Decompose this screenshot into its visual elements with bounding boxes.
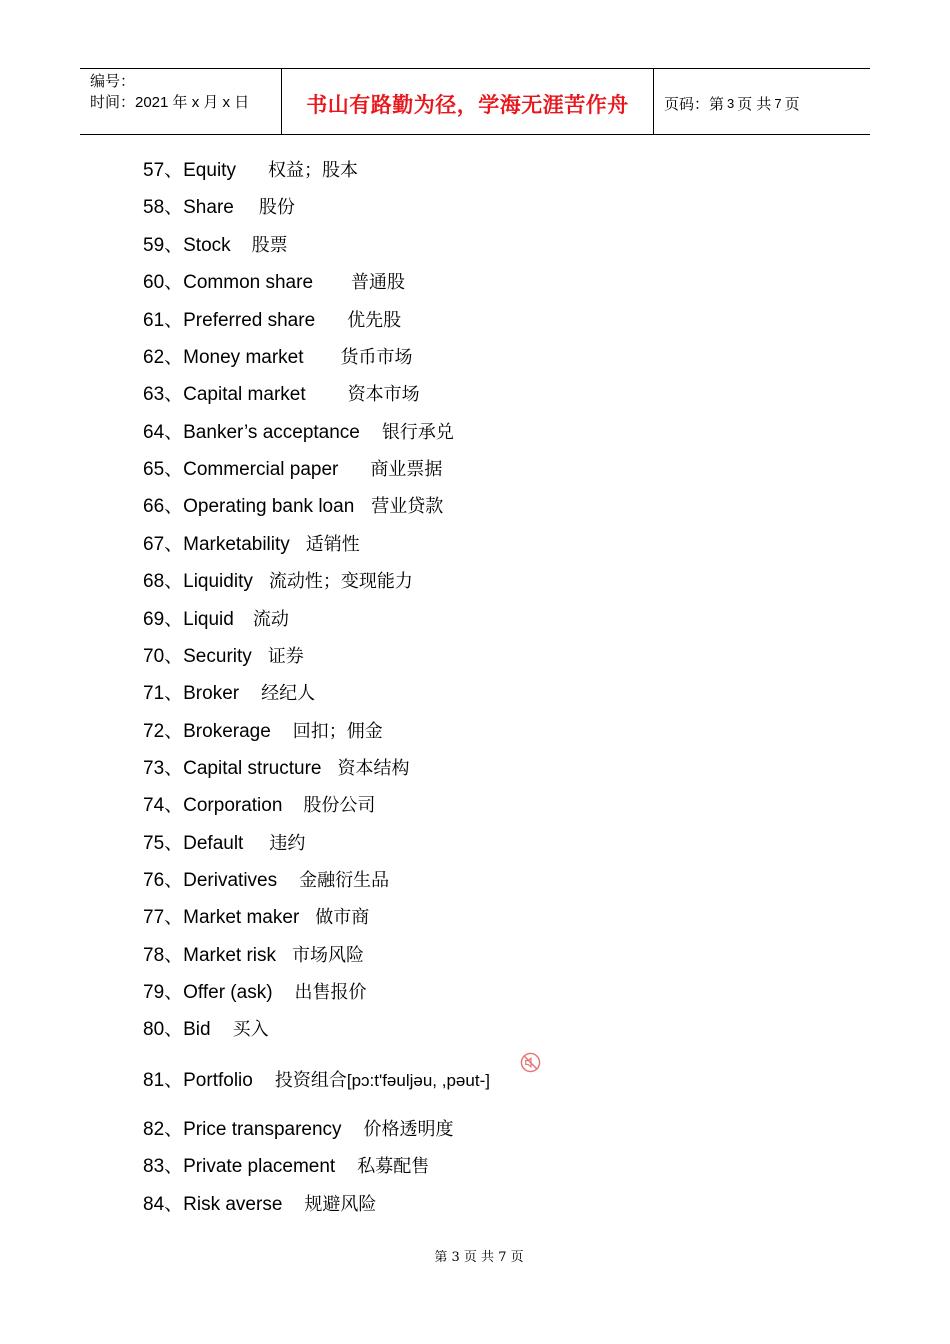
vocab-term: 57、Equity: [143, 160, 236, 181]
vocab-phonetic: [pɔ:t'fəuljəu, ,pəut-]: [346, 1071, 490, 1090]
vocab-term: 60、Common share: [143, 272, 314, 293]
vocab-term: 82、Price transparency: [143, 1119, 342, 1140]
vocab-entry: [143, 681, 315, 707]
vocab-translation: 股份: [258, 197, 295, 218]
vocab-translation: 资本结构: [337, 758, 410, 779]
page-mid: 页 共: [737, 95, 772, 113]
vocab-translation: 做市商: [315, 907, 370, 928]
header-page-info: [654, 69, 870, 134]
vocab-term: 68、Liquidity: [143, 571, 253, 592]
page-prefix: 页码：第: [664, 95, 725, 113]
vocab-entry: [143, 270, 405, 296]
vocab-entry: [143, 1068, 490, 1094]
vocab-entry: [143, 607, 289, 633]
vocab-translation: 银行承兑: [381, 422, 454, 443]
vocab-translation: 流动性；变现能力: [268, 571, 413, 592]
vocab-translation: 流动: [252, 609, 289, 630]
vocab-entry: [143, 1154, 429, 1180]
vocab-entry: [143, 719, 383, 745]
vocab-translation: 私募配售: [357, 1156, 430, 1177]
vocab-entry: [143, 494, 443, 520]
vocab-term: 74、Corporation: [143, 795, 283, 816]
vocab-term: 79、Offer (ask): [143, 982, 273, 1003]
vocab-translation: 经纪人: [261, 683, 316, 704]
vocab-entry: [143, 1017, 269, 1043]
vocab-term: 65、Commercial paper: [143, 459, 339, 480]
vocab-translation: 股票: [251, 235, 288, 256]
vocab-term: 71、Broker: [143, 683, 240, 704]
vocab-entry: [143, 195, 295, 221]
vocab-entry: [143, 1192, 376, 1218]
vocab-entry: [143, 420, 454, 446]
vocab-term: 78、Market risk: [143, 945, 277, 966]
vocab-term: 81、Portfolio: [143, 1070, 253, 1091]
vocab-term: 83、Private placement: [143, 1156, 336, 1177]
vocab-term: 61、Preferred share: [143, 310, 316, 331]
vocab-translation: 规避风险: [304, 1194, 377, 1215]
vocab-entry: [143, 233, 288, 259]
speaker-muted-icon[interactable]: [520, 1052, 541, 1073]
vocab-entry: [143, 569, 413, 595]
page-header: [80, 68, 870, 135]
vocab-translation: 权益；股本: [267, 160, 358, 181]
vocab-term: 70、Security: [143, 646, 252, 667]
header-meta: [80, 69, 282, 134]
vocab-term: 73、Capital structure: [143, 758, 322, 779]
vocab-entry: [143, 308, 401, 334]
header-motto-cell: [282, 69, 654, 134]
vocab-entry: [143, 382, 420, 408]
vocab-translation: 金融衍生品: [299, 870, 390, 891]
vocab-translation: 普通股: [351, 272, 406, 293]
vocab-entry: [143, 1117, 454, 1143]
vocab-entry: [143, 943, 364, 969]
vocab-term: 69、Liquid: [143, 609, 234, 630]
vocab-translation: 证券: [267, 646, 304, 667]
vocab-term: 59、Stock: [143, 235, 231, 256]
vocab-term: 80、Bid: [143, 1019, 211, 1040]
vocab-translation: 违约: [269, 833, 306, 854]
vocab-translation: 价格透明度: [363, 1119, 454, 1140]
vocab-term: 67、Marketability: [143, 534, 290, 555]
vocab-entry: [143, 345, 413, 371]
vocab-term: 75、Default: [143, 833, 244, 854]
vocab-entry: [143, 158, 358, 184]
vocab-entry: [143, 868, 389, 894]
page-footer: 第 3 页 共 7 页: [434, 1250, 524, 1265]
vocab-term: 64、Banker’s acceptance: [143, 422, 360, 443]
vocab-entry: [143, 831, 305, 857]
vocab-translation: 货币市场: [340, 347, 413, 368]
vocab-translation: 资本市场: [347, 384, 420, 405]
number-label: 编号：: [90, 73, 136, 90]
time-label: 时间：2021 年 x 月 x 日: [90, 94, 250, 111]
vocab-translation: 出售报价: [294, 982, 367, 1003]
vocab-term: 76、Derivatives: [143, 870, 278, 891]
vocab-term: 77、Market maker: [143, 907, 300, 928]
vocab-translation: 商业票据: [370, 459, 443, 480]
vocab-entry: [143, 644, 304, 670]
motto-text: 书山有路勤为径，学海无涯苦作舟: [306, 92, 629, 117]
vocab-entry: [143, 457, 442, 483]
vocab-term: 58、Share: [143, 197, 234, 218]
vocab-translation: 股份公司: [303, 795, 376, 816]
vocab-entry: [143, 532, 360, 558]
vocab-term: 66、Operating bank loan: [143, 496, 355, 517]
vocab-entry: [143, 756, 409, 782]
vocab-translation: 买入: [232, 1019, 269, 1040]
vocab-term: 63、Capital market: [143, 384, 306, 405]
vocab-term: 62、Money market: [143, 347, 304, 368]
vocab-translation: 营业贷款: [371, 496, 444, 517]
vocab-entry: [143, 905, 369, 931]
vocab-translation: 适销性: [305, 534, 360, 555]
vocab-translation: 投资组合: [274, 1070, 347, 1091]
vocab-entry: [143, 793, 375, 819]
vocab-term: 72、Brokerage: [143, 721, 271, 742]
vocab-term: 84、Risk averse: [143, 1194, 283, 1215]
page-current: 3: [727, 95, 735, 111]
vocab-translation: 优先股: [347, 310, 402, 331]
vocab-translation: 市场风险: [292, 945, 365, 966]
vocab-translation: 回扣；佣金: [292, 721, 383, 742]
page-suffix: 页: [784, 95, 800, 113]
page-total: 7: [774, 95, 782, 111]
vocab-entry: [143, 980, 367, 1006]
